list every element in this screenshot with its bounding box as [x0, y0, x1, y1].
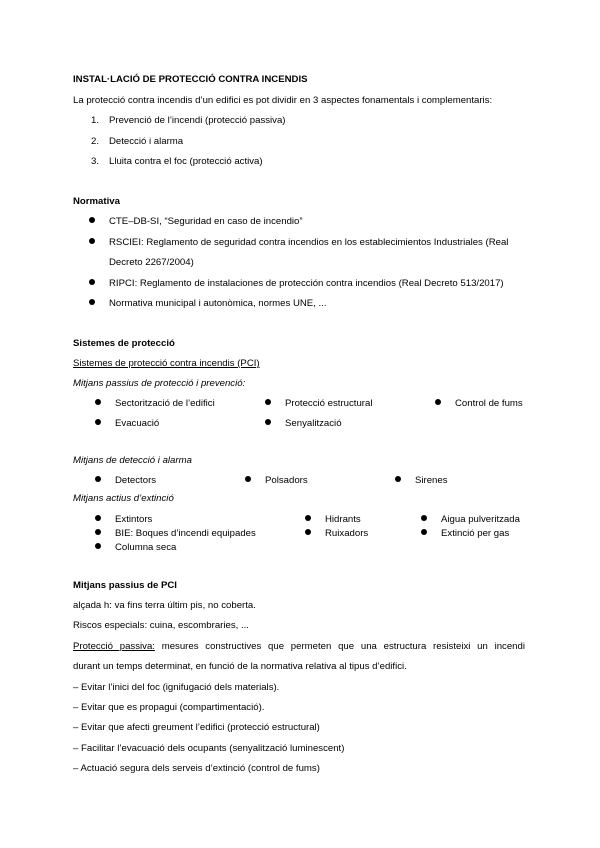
bullet-icon — [95, 399, 101, 405]
aspect-label: Detecció i alarma — [109, 136, 184, 147]
section-heading-sistemes: Sistemes de protecció — [73, 338, 175, 349]
riscos-text: Riscos especials: cuina, escombraries, ... — [73, 620, 249, 631]
list-item-continuation: Decreto 2267/2004) — [109, 257, 194, 268]
list-item: – Actuació segura dels serveis d’extinció (control de fums) — [73, 763, 320, 774]
list-item — [95, 528, 256, 539]
aspect-number: 3. — [91, 156, 100, 167]
list-item-label: Polsadors — [265, 475, 308, 486]
list-item-label: Extinció per gas — [441, 528, 510, 539]
list-item-label: Extintors — [115, 514, 153, 525]
bullet-icon — [89, 217, 95, 223]
list-item-label: Detectors — [115, 475, 157, 486]
section-heading-passius-pci: Mitjans passius de PCI — [73, 580, 177, 591]
page-title: INSTAL·LACIÓ DE PROTECCIÓ CONTRA INCENDIS — [73, 74, 308, 85]
bullet-icon — [305, 515, 311, 521]
list-item — [95, 418, 159, 429]
bullet-icon — [89, 299, 95, 305]
aspect-label: Prevenció de l’incendi (protecció passiva) — [109, 115, 286, 126]
list-item — [435, 398, 523, 409]
list-item-label: RIPCI: Reglamento de instalaciones de protección contra incendios (Real Decreto 513/2017) — [109, 278, 504, 289]
bullet-icon — [95, 419, 101, 425]
list-item-label: Ruixadors — [325, 528, 369, 539]
definition-label: Protecció passiva: — [73, 641, 155, 652]
list-item — [245, 475, 308, 486]
list-item-label: Normativa municipal i autonòmica, normes UNE, ... — [109, 298, 327, 309]
bullet-icon — [265, 419, 271, 425]
bullet-icon — [95, 476, 101, 482]
bullet-icon — [95, 515, 101, 521]
bullet-icon — [421, 515, 427, 521]
list-item — [305, 514, 361, 525]
list-item — [421, 528, 509, 539]
aspect-label: Lluita contra el foc (protecció activa) — [109, 156, 263, 167]
subheading-pci: Sistemes de protecció contra incendis (PCI) — [73, 358, 260, 369]
list-item — [265, 418, 342, 429]
passius-label: Mitjans passius de protecció i prevenció: — [73, 378, 246, 389]
list-item-label: Control de fums — [455, 398, 523, 409]
intro-text: La protecció contra incendis d’un edifici es pot dividir en 3 aspectes fonamentals i complementaris: — [73, 95, 493, 106]
list-item — [265, 398, 372, 409]
list-item-label: Senyalització — [285, 418, 342, 429]
list-item-label: BIE: Boques d’incendi equipades — [115, 528, 256, 539]
bullet-icon — [421, 529, 427, 535]
list-item-label: CTE–DB-SI, “Seguridad en caso de incendio” — [109, 216, 303, 227]
list-item — [95, 514, 152, 525]
list-item — [421, 514, 520, 525]
list-item-label: Evacuació — [115, 418, 160, 429]
list-item — [89, 216, 303, 227]
list-item-label: Aigua pulveritzada — [441, 514, 520, 525]
aspect-item — [91, 136, 183, 147]
aspect-number: 1. — [91, 115, 100, 126]
aspect-number: 2. — [91, 136, 100, 147]
aspect-item — [91, 115, 286, 126]
deteccio-label: Mitjans de detecció i alarma — [73, 455, 192, 466]
bullet-icon — [89, 238, 95, 244]
list-item — [89, 237, 508, 248]
section-heading-normativa: Normativa — [73, 196, 120, 207]
list-item: – Facilitar l’evacuació dels ocupants (senyalització luminescent) — [73, 743, 345, 754]
definition-line — [73, 641, 525, 652]
list-item — [89, 278, 504, 289]
actius-label: Mitjans actius d’extinció — [73, 493, 174, 504]
aspect-item — [91, 156, 263, 167]
bullet-icon — [95, 529, 101, 535]
list-item-label: Sirenes — [415, 475, 448, 486]
list-item — [95, 398, 215, 409]
list-item-label: Columna seca — [115, 542, 177, 553]
list-item — [95, 475, 156, 486]
list-item — [89, 298, 327, 309]
bullet-icon — [305, 529, 311, 535]
list-item — [305, 528, 368, 539]
list-item — [95, 542, 176, 553]
list-item: – Evitar que afecti greument l’edifici (protecció estructural) — [73, 722, 320, 733]
definition-text: mesures constructives que permeten que una estructura resisteixi un incendi — [154, 641, 525, 652]
list-item: – Evitar l’inici del foc (ignifugació dels materials). — [73, 682, 280, 693]
list-item-label: RSCIEI: Reglamento de seguridad contra incendios en los establecimientos Industriales (Real — [109, 237, 509, 248]
bullet-icon — [89, 279, 95, 285]
bullet-icon — [95, 543, 101, 549]
bullet-icon — [265, 399, 271, 405]
definition-line-2: durant un temps determinat, en funció de la normativa relativa al tipus d’edifici. — [73, 661, 407, 672]
alcada-text: alçada h: va fins terra últim pis, no coberta. — [73, 600, 256, 611]
list-item: – Evitar que es propagui (compartimentació). — [73, 702, 265, 713]
list-item-label: Hidrants — [325, 514, 361, 525]
bullet-icon — [435, 399, 441, 405]
bullet-icon — [245, 476, 251, 482]
list-item-label: Protecció estructural — [285, 398, 373, 409]
list-item-label: Sectorització de l’edifici — [115, 398, 215, 409]
bullet-icon — [395, 476, 401, 482]
list-item — [395, 475, 448, 486]
